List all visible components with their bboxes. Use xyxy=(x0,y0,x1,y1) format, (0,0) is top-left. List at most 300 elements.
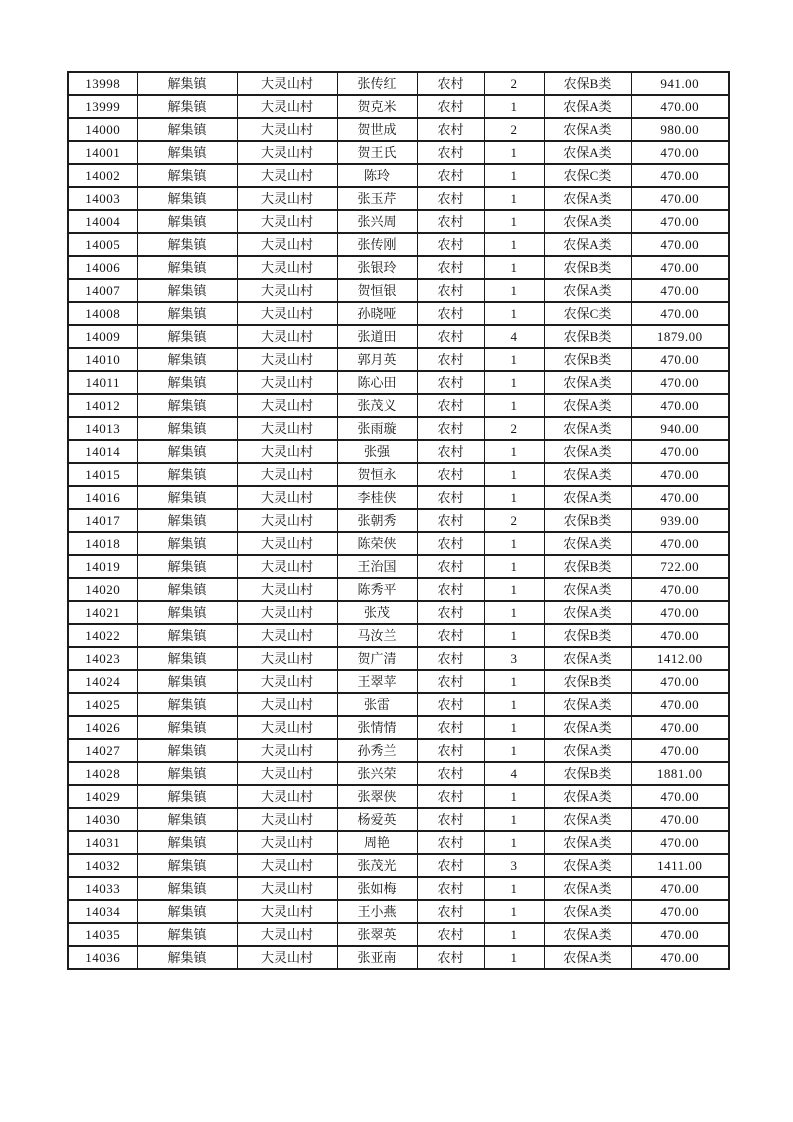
cell-residence-type: 农村 xyxy=(417,72,484,95)
cell-person-count: 1 xyxy=(484,371,544,394)
cell-residence-type: 农村 xyxy=(417,808,484,831)
cell-person-count: 1 xyxy=(484,532,544,555)
cell-person-count: 1 xyxy=(484,877,544,900)
table-row xyxy=(68,463,729,486)
table-row xyxy=(68,256,729,279)
cell-town: 解集镇 xyxy=(137,72,237,95)
cell-village: 大灵山村 xyxy=(237,233,337,256)
cell-residence-type: 农村 xyxy=(417,555,484,578)
cell-person-name: 王治国 xyxy=(337,555,417,578)
cell-insurance-category: 农保B类 xyxy=(544,325,631,348)
cell-town: 解集镇 xyxy=(137,647,237,670)
table-row xyxy=(68,647,729,670)
cell-insurance-category: 农保A类 xyxy=(544,601,631,624)
cell-person-name: 陈秀平 xyxy=(337,578,417,601)
cell-residence-type: 农村 xyxy=(417,302,484,325)
cell-record-id: 14001 xyxy=(68,141,137,164)
table-row xyxy=(68,808,729,831)
cell-insurance-category: 农保A类 xyxy=(544,831,631,854)
cell-residence-type: 农村 xyxy=(417,509,484,532)
cell-residence-type: 农村 xyxy=(417,670,484,693)
cell-person-name: 贺恒银 xyxy=(337,279,417,302)
cell-person-count: 1 xyxy=(484,210,544,233)
cell-town: 解集镇 xyxy=(137,486,237,509)
cell-person-name: 张如梅 xyxy=(337,877,417,900)
cell-residence-type: 农村 xyxy=(417,716,484,739)
cell-insurance-category: 农保B类 xyxy=(544,72,631,95)
cell-record-id: 14016 xyxy=(68,486,137,509)
table-row xyxy=(68,877,729,900)
cell-village: 大灵山村 xyxy=(237,302,337,325)
table-row xyxy=(68,164,729,187)
cell-town: 解集镇 xyxy=(137,578,237,601)
cell-residence-type: 农村 xyxy=(417,164,484,187)
cell-person-count: 1 xyxy=(484,693,544,716)
cell-amount: 470.00 xyxy=(631,578,729,601)
cell-insurance-category: 农保A类 xyxy=(544,808,631,831)
cell-village: 大灵山村 xyxy=(237,624,337,647)
table-row xyxy=(68,670,729,693)
cell-person-count: 3 xyxy=(484,647,544,670)
cell-insurance-category: 农保B类 xyxy=(544,348,631,371)
cell-person-name: 张银玲 xyxy=(337,256,417,279)
cell-town: 解集镇 xyxy=(137,854,237,877)
cell-residence-type: 农村 xyxy=(417,486,484,509)
cell-person-count: 1 xyxy=(484,946,544,969)
cell-insurance-category: 农保B类 xyxy=(544,670,631,693)
cell-insurance-category: 农保A类 xyxy=(544,532,631,555)
cell-village: 大灵山村 xyxy=(237,716,337,739)
cell-insurance-category: 农保A类 xyxy=(544,693,631,716)
cell-record-id: 14035 xyxy=(68,923,137,946)
cell-insurance-category: 农保A类 xyxy=(544,141,631,164)
cell-village: 大灵山村 xyxy=(237,946,337,969)
cell-person-count: 1 xyxy=(484,348,544,371)
cell-insurance-category: 农保A类 xyxy=(544,463,631,486)
cell-village: 大灵山村 xyxy=(237,647,337,670)
cell-person-name: 张茂 xyxy=(337,601,417,624)
table-row xyxy=(68,394,729,417)
table-row xyxy=(68,854,729,877)
table-row xyxy=(68,95,729,118)
cell-record-id: 14006 xyxy=(68,256,137,279)
cell-amount: 470.00 xyxy=(631,394,729,417)
cell-town: 解集镇 xyxy=(137,670,237,693)
cell-village: 大灵山村 xyxy=(237,739,337,762)
cell-village: 大灵山村 xyxy=(237,808,337,831)
table-row xyxy=(68,210,729,233)
cell-insurance-category: 农保A类 xyxy=(544,371,631,394)
cell-residence-type: 农村 xyxy=(417,877,484,900)
cell-village: 大灵山村 xyxy=(237,923,337,946)
cell-person-name: 王翠苹 xyxy=(337,670,417,693)
cell-village: 大灵山村 xyxy=(237,785,337,808)
cell-residence-type: 农村 xyxy=(417,325,484,348)
cell-record-id: 13999 xyxy=(68,95,137,118)
cell-insurance-category: 农保A类 xyxy=(544,946,631,969)
cell-amount: 470.00 xyxy=(631,256,729,279)
cell-record-id: 14007 xyxy=(68,279,137,302)
cell-person-name: 贺广清 xyxy=(337,647,417,670)
table-row xyxy=(68,72,729,95)
cell-town: 解集镇 xyxy=(137,831,237,854)
cell-town: 解集镇 xyxy=(137,440,237,463)
cell-person-name: 贺王氏 xyxy=(337,141,417,164)
cell-person-count: 1 xyxy=(484,95,544,118)
cell-amount: 470.00 xyxy=(631,808,729,831)
cell-insurance-category: 农保A类 xyxy=(544,417,631,440)
cell-amount: 980.00 xyxy=(631,118,729,141)
cell-residence-type: 农村 xyxy=(417,624,484,647)
cell-village: 大灵山村 xyxy=(237,877,337,900)
cell-record-id: 14012 xyxy=(68,394,137,417)
cell-person-name: 张朝秀 xyxy=(337,509,417,532)
cell-person-name: 李桂侠 xyxy=(337,486,417,509)
cell-village: 大灵山村 xyxy=(237,900,337,923)
cell-amount: 940.00 xyxy=(631,417,729,440)
cell-record-id: 14009 xyxy=(68,325,137,348)
cell-record-id: 14033 xyxy=(68,877,137,900)
table-row xyxy=(68,762,729,785)
table-row xyxy=(68,923,729,946)
cell-residence-type: 农村 xyxy=(417,141,484,164)
cell-village: 大灵山村 xyxy=(237,141,337,164)
cell-town: 解集镇 xyxy=(137,417,237,440)
cell-person-name: 贺恒永 xyxy=(337,463,417,486)
cell-amount: 470.00 xyxy=(631,348,729,371)
cell-residence-type: 农村 xyxy=(417,118,484,141)
roster-table xyxy=(67,71,730,970)
table-row xyxy=(68,900,729,923)
cell-person-count: 1 xyxy=(484,233,544,256)
cell-village: 大灵山村 xyxy=(237,187,337,210)
cell-insurance-category: 农保A类 xyxy=(544,739,631,762)
cell-person-name: 杨爱英 xyxy=(337,808,417,831)
cell-residence-type: 农村 xyxy=(417,739,484,762)
cell-person-count: 1 xyxy=(484,739,544,762)
cell-insurance-category: 农保A类 xyxy=(544,440,631,463)
table-row xyxy=(68,624,729,647)
cell-record-id: 14021 xyxy=(68,601,137,624)
cell-town: 解集镇 xyxy=(137,371,237,394)
cell-person-count: 1 xyxy=(484,394,544,417)
cell-town: 解集镇 xyxy=(137,233,237,256)
cell-person-name: 陈心田 xyxy=(337,371,417,394)
cell-person-count: 1 xyxy=(484,601,544,624)
table-row xyxy=(68,417,729,440)
cell-town: 解集镇 xyxy=(137,325,237,348)
cell-town: 解集镇 xyxy=(137,532,237,555)
cell-person-name: 贺世成 xyxy=(337,118,417,141)
cell-amount: 470.00 xyxy=(631,279,729,302)
cell-insurance-category: 农保B类 xyxy=(544,624,631,647)
cell-town: 解集镇 xyxy=(137,210,237,233)
cell-residence-type: 农村 xyxy=(417,601,484,624)
table-row xyxy=(68,141,729,164)
cell-village: 大灵山村 xyxy=(237,164,337,187)
cell-amount: 1881.00 xyxy=(631,762,729,785)
cell-residence-type: 农村 xyxy=(417,210,484,233)
cell-person-name: 王小燕 xyxy=(337,900,417,923)
cell-village: 大灵山村 xyxy=(237,463,337,486)
cell-town: 解集镇 xyxy=(137,302,237,325)
cell-village: 大灵山村 xyxy=(237,118,337,141)
cell-person-count: 1 xyxy=(484,302,544,325)
cell-record-id: 14022 xyxy=(68,624,137,647)
cell-person-name: 张翠英 xyxy=(337,923,417,946)
cell-residence-type: 农村 xyxy=(417,394,484,417)
cell-amount: 470.00 xyxy=(631,900,729,923)
table-row xyxy=(68,532,729,555)
cell-record-id: 14031 xyxy=(68,831,137,854)
cell-insurance-category: 农保A类 xyxy=(544,187,631,210)
cell-record-id: 14017 xyxy=(68,509,137,532)
cell-residence-type: 农村 xyxy=(417,923,484,946)
cell-town: 解集镇 xyxy=(137,279,237,302)
cell-record-id: 14027 xyxy=(68,739,137,762)
cell-person-name: 张传刚 xyxy=(337,233,417,256)
cell-village: 大灵山村 xyxy=(237,371,337,394)
table-row xyxy=(68,601,729,624)
cell-person-count: 2 xyxy=(484,118,544,141)
cell-record-id: 14014 xyxy=(68,440,137,463)
cell-village: 大灵山村 xyxy=(237,256,337,279)
cell-person-name: 孙秀兰 xyxy=(337,739,417,762)
cell-record-id: 14000 xyxy=(68,118,137,141)
cell-record-id: 14002 xyxy=(68,164,137,187)
cell-record-id: 14003 xyxy=(68,187,137,210)
cell-town: 解集镇 xyxy=(137,900,237,923)
cell-person-count: 2 xyxy=(484,417,544,440)
cell-person-count: 1 xyxy=(484,555,544,578)
cell-person-name: 张雷 xyxy=(337,693,417,716)
table-row xyxy=(68,693,729,716)
cell-amount: 470.00 xyxy=(631,624,729,647)
cell-amount: 470.00 xyxy=(631,486,729,509)
cell-amount: 1412.00 xyxy=(631,647,729,670)
cell-person-count: 1 xyxy=(484,923,544,946)
cell-person-name: 贺克米 xyxy=(337,95,417,118)
table-row xyxy=(68,486,729,509)
cell-village: 大灵山村 xyxy=(237,440,337,463)
cell-residence-type: 农村 xyxy=(417,417,484,440)
cell-town: 解集镇 xyxy=(137,394,237,417)
cell-record-id: 14005 xyxy=(68,233,137,256)
cell-amount: 470.00 xyxy=(631,532,729,555)
cell-person-count: 4 xyxy=(484,325,544,348)
cell-record-id: 13998 xyxy=(68,72,137,95)
table-row xyxy=(68,716,729,739)
cell-person-count: 4 xyxy=(484,762,544,785)
table-row xyxy=(68,118,729,141)
cell-residence-type: 农村 xyxy=(417,647,484,670)
cell-amount: 470.00 xyxy=(631,371,729,394)
cell-record-id: 14029 xyxy=(68,785,137,808)
cell-person-name: 张道田 xyxy=(337,325,417,348)
cell-person-count: 1 xyxy=(484,670,544,693)
cell-person-name: 张翠侠 xyxy=(337,785,417,808)
cell-person-count: 1 xyxy=(484,624,544,647)
cell-insurance-category: 农保A类 xyxy=(544,647,631,670)
cell-insurance-category: 农保B类 xyxy=(544,762,631,785)
cell-record-id: 14023 xyxy=(68,647,137,670)
cell-amount: 470.00 xyxy=(631,210,729,233)
cell-person-name: 张情情 xyxy=(337,716,417,739)
cell-residence-type: 农村 xyxy=(417,279,484,302)
cell-village: 大灵山村 xyxy=(237,95,337,118)
cell-record-id: 14008 xyxy=(68,302,137,325)
cell-person-name: 郭月英 xyxy=(337,348,417,371)
cell-residence-type: 农村 xyxy=(417,854,484,877)
cell-person-count: 1 xyxy=(484,440,544,463)
table-row xyxy=(68,509,729,532)
cell-amount: 470.00 xyxy=(631,463,729,486)
cell-village: 大灵山村 xyxy=(237,555,337,578)
table-row xyxy=(68,785,729,808)
cell-amount: 470.00 xyxy=(631,923,729,946)
cell-town: 解集镇 xyxy=(137,808,237,831)
cell-insurance-category: 农保A类 xyxy=(544,900,631,923)
cell-record-id: 14018 xyxy=(68,532,137,555)
cell-person-count: 1 xyxy=(484,808,544,831)
cell-village: 大灵山村 xyxy=(237,486,337,509)
cell-insurance-category: 农保A类 xyxy=(544,95,631,118)
cell-town: 解集镇 xyxy=(137,164,237,187)
cell-village: 大灵山村 xyxy=(237,854,337,877)
cell-person-count: 1 xyxy=(484,785,544,808)
cell-village: 大灵山村 xyxy=(237,601,337,624)
table-row xyxy=(68,187,729,210)
cell-person-count: 1 xyxy=(484,141,544,164)
cell-residence-type: 农村 xyxy=(417,900,484,923)
cell-person-count: 1 xyxy=(484,578,544,601)
cell-village: 大灵山村 xyxy=(237,762,337,785)
cell-person-name: 周艳 xyxy=(337,831,417,854)
cell-person-count: 1 xyxy=(484,463,544,486)
cell-town: 解集镇 xyxy=(137,739,237,762)
cell-record-id: 14019 xyxy=(68,555,137,578)
cell-record-id: 14004 xyxy=(68,210,137,233)
cell-amount: 470.00 xyxy=(631,164,729,187)
table-row xyxy=(68,325,729,348)
cell-town: 解集镇 xyxy=(137,348,237,371)
cell-person-count: 1 xyxy=(484,900,544,923)
cell-village: 大灵山村 xyxy=(237,417,337,440)
table-row xyxy=(68,302,729,325)
cell-record-id: 14011 xyxy=(68,371,137,394)
cell-record-id: 14032 xyxy=(68,854,137,877)
cell-amount: 470.00 xyxy=(631,141,729,164)
cell-residence-type: 农村 xyxy=(417,946,484,969)
cell-village: 大灵山村 xyxy=(237,532,337,555)
roster-table-body xyxy=(68,72,729,969)
cell-residence-type: 农村 xyxy=(417,371,484,394)
cell-record-id: 14025 xyxy=(68,693,137,716)
cell-residence-type: 农村 xyxy=(417,578,484,601)
cell-record-id: 14030 xyxy=(68,808,137,831)
cell-village: 大灵山村 xyxy=(237,509,337,532)
cell-record-id: 14020 xyxy=(68,578,137,601)
cell-person-name: 张玉芹 xyxy=(337,187,417,210)
cell-village: 大灵山村 xyxy=(237,348,337,371)
cell-insurance-category: 农保A类 xyxy=(544,923,631,946)
table-row xyxy=(68,578,729,601)
cell-insurance-category: 农保A类 xyxy=(544,233,631,256)
cell-amount: 470.00 xyxy=(631,785,729,808)
table-row xyxy=(68,946,729,969)
cell-insurance-category: 农保A类 xyxy=(544,578,631,601)
cell-insurance-category: 农保A类 xyxy=(544,486,631,509)
cell-person-name: 张茂光 xyxy=(337,854,417,877)
cell-person-count: 1 xyxy=(484,279,544,302)
cell-record-id: 14028 xyxy=(68,762,137,785)
cell-residence-type: 农村 xyxy=(417,831,484,854)
cell-town: 解集镇 xyxy=(137,95,237,118)
cell-person-name: 张兴荣 xyxy=(337,762,417,785)
cell-person-name: 张强 xyxy=(337,440,417,463)
cell-insurance-category: 农保B类 xyxy=(544,555,631,578)
cell-person-name: 孙晓哑 xyxy=(337,302,417,325)
cell-residence-type: 农村 xyxy=(417,187,484,210)
cell-town: 解集镇 xyxy=(137,256,237,279)
table-row xyxy=(68,279,729,302)
cell-insurance-category: 农保B类 xyxy=(544,256,631,279)
cell-town: 解集镇 xyxy=(137,555,237,578)
cell-town: 解集镇 xyxy=(137,463,237,486)
cell-town: 解集镇 xyxy=(137,946,237,969)
cell-town: 解集镇 xyxy=(137,118,237,141)
cell-village: 大灵山村 xyxy=(237,394,337,417)
cell-residence-type: 农村 xyxy=(417,348,484,371)
cell-person-count: 1 xyxy=(484,187,544,210)
cell-residence-type: 农村 xyxy=(417,693,484,716)
table-row xyxy=(68,348,729,371)
cell-amount: 470.00 xyxy=(631,877,729,900)
cell-person-name: 张茂义 xyxy=(337,394,417,417)
cell-village: 大灵山村 xyxy=(237,325,337,348)
cell-person-name: 陈玲 xyxy=(337,164,417,187)
cell-record-id: 14024 xyxy=(68,670,137,693)
cell-village: 大灵山村 xyxy=(237,693,337,716)
cell-record-id: 14013 xyxy=(68,417,137,440)
cell-person-count: 1 xyxy=(484,486,544,509)
cell-person-count: 1 xyxy=(484,716,544,739)
cell-amount: 1411.00 xyxy=(631,854,729,877)
cell-amount: 470.00 xyxy=(631,95,729,118)
cell-insurance-category: 农保A类 xyxy=(544,716,631,739)
cell-person-count: 1 xyxy=(484,831,544,854)
cell-amount: 470.00 xyxy=(631,831,729,854)
cell-residence-type: 农村 xyxy=(417,95,484,118)
cell-village: 大灵山村 xyxy=(237,210,337,233)
cell-town: 解集镇 xyxy=(137,141,237,164)
cell-record-id: 14034 xyxy=(68,900,137,923)
cell-insurance-category: 农保A类 xyxy=(544,279,631,302)
cell-town: 解集镇 xyxy=(137,187,237,210)
cell-amount: 470.00 xyxy=(631,233,729,256)
cell-residence-type: 农村 xyxy=(417,256,484,279)
cell-residence-type: 农村 xyxy=(417,233,484,256)
cell-village: 大灵山村 xyxy=(237,578,337,601)
cell-person-name: 马汝兰 xyxy=(337,624,417,647)
cell-residence-type: 农村 xyxy=(417,463,484,486)
cell-amount: 1879.00 xyxy=(631,325,729,348)
cell-amount: 470.00 xyxy=(631,716,729,739)
cell-person-name: 张兴周 xyxy=(337,210,417,233)
cell-village: 大灵山村 xyxy=(237,670,337,693)
cell-insurance-category: 农保A类 xyxy=(544,854,631,877)
cell-amount: 470.00 xyxy=(631,670,729,693)
